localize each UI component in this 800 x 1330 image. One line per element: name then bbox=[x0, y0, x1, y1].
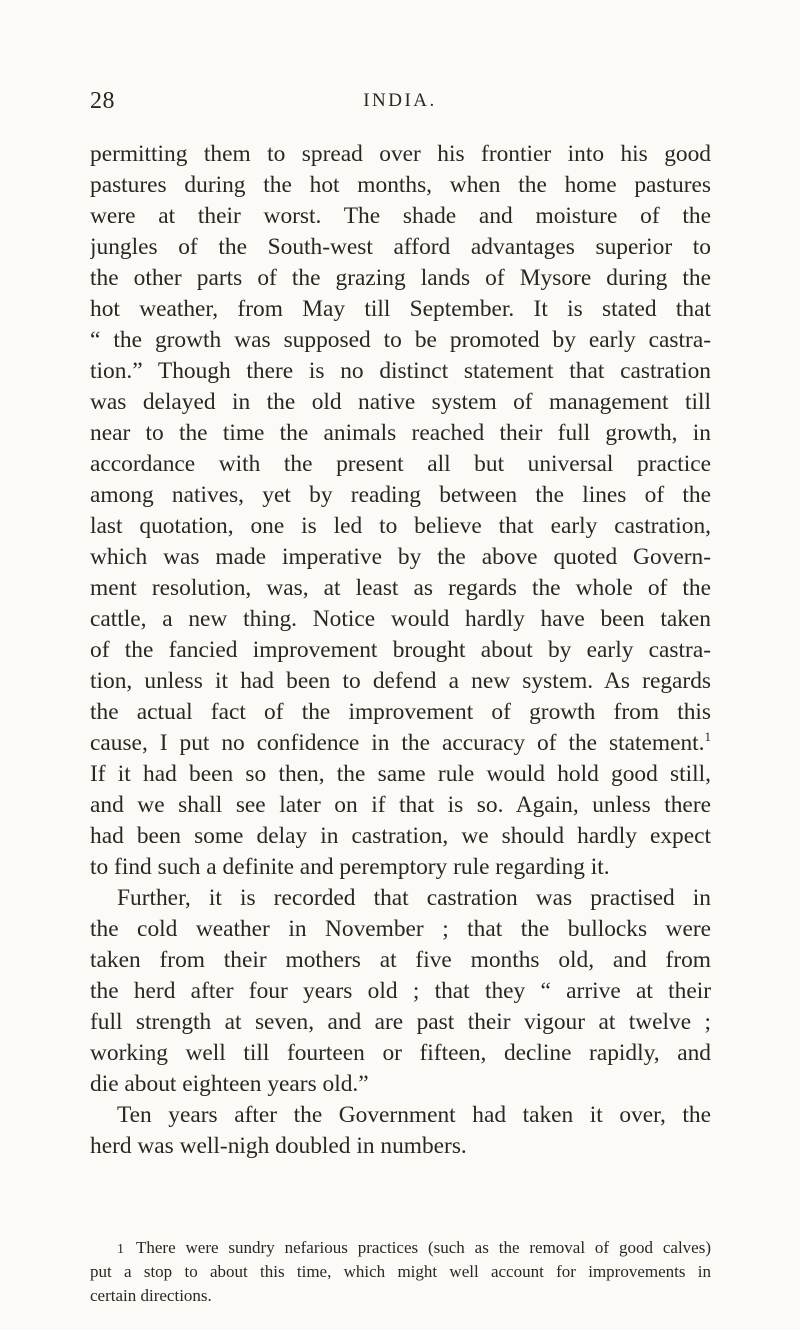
running-head: INDIA. bbox=[363, 90, 437, 111]
text-line: jungles of the South-west afford advantages superior to bbox=[90, 234, 711, 260]
text-line: If it had been so then, the same rule would hold good still, bbox=[90, 761, 711, 787]
text-line: working well till fourteen or fifteen, decline rapidly, and bbox=[90, 1040, 711, 1066]
text-line: full strength at seven, and are past their vigour at twelve ; bbox=[90, 1009, 711, 1035]
footnote-line-text: There were sundry nefarious practices (such as the removal of good calves) bbox=[136, 1238, 711, 1257]
text-line: hot weather, from May till September. It is stated that bbox=[90, 296, 711, 322]
text-line: among natives, yet by reading between the lines of the bbox=[90, 482, 711, 508]
text-line: the herd after four years old ; that they “ arrive at their bbox=[90, 978, 711, 1004]
text-line: herd was well-nigh doubled in numbers. bbox=[90, 1133, 467, 1159]
text-line: was delayed in the old native system of management till bbox=[90, 389, 711, 415]
text-line: tion, unless it had been to defend a new system. As regards bbox=[90, 668, 711, 694]
text-line: last quotation, one is led to believe that early castration, bbox=[90, 513, 711, 539]
text-line: ment resolution, was, at least as regards the whole of the bbox=[90, 575, 711, 601]
text-line: which was made imperative by the above quoted Govern- bbox=[90, 544, 711, 570]
text-line: tion.” Though there is no distinct statement that castration bbox=[90, 358, 711, 384]
text-line: of the fancied improvement brought about by early castra- bbox=[90, 637, 711, 663]
page-header bbox=[90, 88, 710, 118]
text-line-content: cause, I put no confidence in the accuracy of the statement. bbox=[90, 730, 705, 756]
text-line: Ten years after the Government had taken it over, the bbox=[117, 1102, 711, 1128]
text-line: to find such a definite and peremptory rule regarding it. bbox=[90, 854, 610, 880]
footnote-reference: 1 bbox=[704, 729, 711, 744]
footnote-line bbox=[90, 1236, 711, 1260]
body-text bbox=[90, 139, 711, 1162]
page-number: 28 bbox=[90, 88, 115, 114]
footnote-line: put a stop to about this time, which might well account for improvements in bbox=[90, 1262, 711, 1281]
text-line: the cold weather in November ; that the bullocks were bbox=[90, 916, 711, 942]
footnote-mark: 1 bbox=[117, 1242, 124, 1257]
text-line: cattle, a new thing. Notice would hardly have been taken bbox=[90, 606, 711, 632]
text-line: were at their worst. The shade and moisture of the bbox=[90, 203, 711, 229]
text-line-with-footnote bbox=[90, 728, 711, 759]
text-line: the actual fact of the improvement of growth from this bbox=[90, 699, 711, 725]
text-line: die about eighteen years old.” bbox=[90, 1071, 369, 1097]
text-line: “ the growth was supposed to be promoted by early castra- bbox=[90, 327, 711, 353]
footnote bbox=[90, 1236, 711, 1308]
text-line: and we shall see later on if that is so. Again, unless there bbox=[90, 792, 711, 818]
text-line: Further, it is recorded that castration was practised in bbox=[117, 885, 711, 911]
text-line: near to the time the animals reached their full growth, in bbox=[90, 420, 711, 446]
text-line: taken from their mothers at five months old, and from bbox=[90, 947, 711, 973]
text-line: accordance with the present all but universal practice bbox=[90, 451, 711, 477]
footnote-line: certain directions. bbox=[90, 1286, 212, 1305]
text-line: permitting them to spread over his frontier into his good bbox=[90, 141, 711, 167]
text-line: the other parts of the grazing lands of Mysore during the bbox=[90, 265, 711, 291]
text-line: pastures during the hot months, when the home pastures bbox=[90, 172, 711, 198]
text-line: had been some delay in castration, we should hardly expect bbox=[90, 823, 711, 849]
